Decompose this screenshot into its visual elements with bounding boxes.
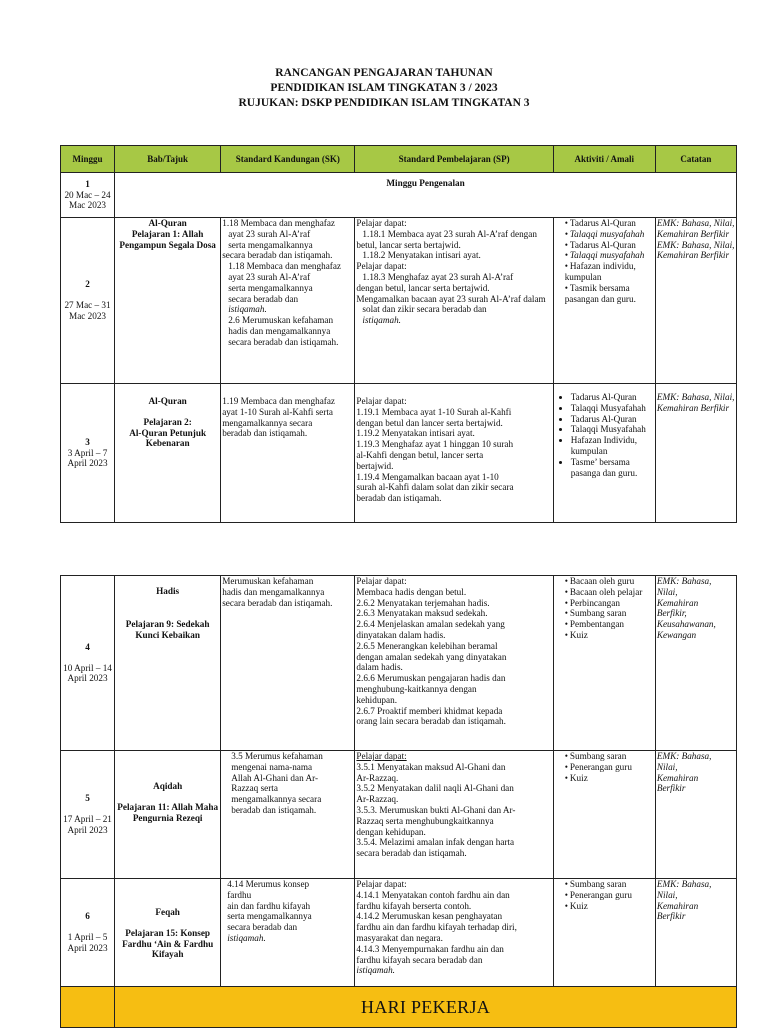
sp-line: kehidupan. xyxy=(356,694,397,705)
bab-cell xyxy=(115,384,221,523)
sp-line: beradab dan istiqamah. xyxy=(356,493,442,504)
catatan-text: Berfikir xyxy=(656,783,686,794)
col-header-aktiviti: Aktiviti / Amali xyxy=(553,146,655,173)
sk-line: secara beradab dan istiqamah. xyxy=(228,336,339,347)
sp-line: 3.5.2 Menyatakan dalil naqli Al-Ghani dan xyxy=(356,783,514,794)
sp-line: dalam hadis. xyxy=(356,662,403,673)
aktiviti-item: • Talaqqi musyafahah xyxy=(565,250,654,261)
catatan-text: EMK: Bahasa, Nilai, Kemahiran Berfikir xyxy=(656,218,735,239)
aktiviti-cell xyxy=(553,218,655,384)
week-cell xyxy=(61,384,115,523)
table-header-row xyxy=(61,146,737,173)
week-number: 6 xyxy=(85,911,90,922)
bab-cell xyxy=(115,576,221,751)
sp-line: istiqamah. xyxy=(362,315,401,326)
aktiviti-item: • Sumbang saran xyxy=(565,879,654,890)
sp-line: surah al-Kahfi dalam solat dan zikir secara xyxy=(356,482,514,493)
catatan-text: Nilai, xyxy=(656,761,678,772)
week-date: 10 April – 14 April 2023 xyxy=(63,662,112,684)
sk-line: ayat 1-10 Surah al-Kahfi serta xyxy=(222,406,333,417)
sk-line: 3.5 Merumus kefahaman xyxy=(231,751,323,761)
sk-line: mengamalkannya secara xyxy=(222,417,313,428)
sk-line: 1.18 Membaca dan menghafaz xyxy=(228,261,341,272)
week-date: 20 Mac – 24 Mac 2023 xyxy=(64,189,111,211)
aktiviti-item: • Hafazan Individu, kumpulan xyxy=(571,435,654,457)
week-cell xyxy=(61,218,115,384)
sk-line: ayat 23 surah Al-A’raf xyxy=(228,228,311,239)
sp-line: 3.5.4. Melazimi amalan infak dengan harta xyxy=(356,837,515,848)
sp-line: fardhu kifayah secara beradab dan xyxy=(356,954,483,965)
sk-line: fardhu xyxy=(227,889,252,900)
week-cell xyxy=(61,173,115,218)
aktiviti-item: • Pembentangan xyxy=(565,619,654,630)
week-date: 3 April – 7 April 2023 xyxy=(67,447,108,469)
sp-line: istiqamah. xyxy=(356,965,395,976)
sk-line: mengenai nama-nama xyxy=(231,761,313,772)
sp-line: 4.14.3 Menyempurnakan fardhu ain dan xyxy=(356,943,504,954)
sp-cell xyxy=(355,576,553,751)
aktiviti-item: • Hafazan individu, kumpulan xyxy=(565,261,654,283)
title-line-3: RUJUKAN: DSKP PENDIDIKAN ISLAM TINGKATAN 3 xyxy=(238,97,530,109)
week-cell xyxy=(61,751,115,879)
sp-line: solat dan zikir secara beradab dan xyxy=(362,304,487,315)
sk-cell xyxy=(221,751,355,879)
bab-topic: Al-Quran xyxy=(148,396,187,406)
week-number: 4 xyxy=(85,641,90,652)
holiday-label: HARI PEKERJA xyxy=(115,987,737,1028)
title-line-1: RANCANGAN PENGAJARAN TAHUNAN xyxy=(275,67,493,79)
sk-line: secara beradab dan istiqamah. xyxy=(222,597,333,608)
aktiviti-item: • Talaqqi Musyafahah xyxy=(571,424,654,435)
sk-line: beradab dan istiqamah. xyxy=(222,428,308,439)
aktiviti-item: • Sumbang saran xyxy=(565,608,654,619)
aktiviti-item: • Tasme’ bersama pasanga dan guru. xyxy=(571,457,654,479)
sp-cell xyxy=(355,384,553,523)
sp-line: Ar-Razzaq. xyxy=(356,772,399,783)
lesson-plan-table-2 xyxy=(60,575,737,1028)
bab-topic: Aqidah xyxy=(153,781,183,791)
sk-line: 1.18 Membaca dan menghafaz xyxy=(222,218,335,228)
sp-line: dengan betul, lancar serta bertajwid. xyxy=(356,282,490,293)
bab-lesson: Pelajaran 9: Sedekah Kunci Kebaikan xyxy=(125,618,210,640)
aktiviti-item: • Kuiz xyxy=(565,773,654,784)
sp-line: orang lain secara beradab dan istiqamah. xyxy=(356,716,506,727)
catatan-text: Kemahiran xyxy=(656,772,699,783)
sk-line: 1.19 Membaca dan menghafaz xyxy=(222,396,335,406)
sp-line: Pelajar dapat: xyxy=(356,879,407,889)
catatan-text: Kemahiran xyxy=(656,597,699,608)
sp-line: 1.19.3 Menghafaz ayat 1 hinggan 10 surah xyxy=(356,439,514,450)
sp-line: 3.5.3. Merumuskan bukti Al-Ghani dan Ar- xyxy=(356,804,516,815)
aktiviti-item: • Kuiz xyxy=(565,630,654,641)
catatan-text: Kemahiran xyxy=(656,900,699,911)
catatan-text: Berfikir, xyxy=(656,608,687,619)
catatan-cell xyxy=(655,576,736,751)
week-number: 2 xyxy=(85,279,90,290)
sp-line: Membaca hadis dengan betul. xyxy=(356,586,467,597)
aktiviti-item: • Tasmik bersama pasangan dan guru. xyxy=(565,283,654,305)
sp-line: 1.18.2 Menyatakan intisari ayat. xyxy=(362,250,481,261)
catatan-text: Nilai, xyxy=(656,889,678,900)
sp-line: 4.14.1 Menyatakan contoh fardhu ain dan xyxy=(356,889,510,900)
week-number: 5 xyxy=(85,793,90,804)
col-header-sk: Standard Kandungan (SK) xyxy=(221,146,355,173)
sp-line: Pelajar dapat: xyxy=(356,576,407,586)
catatan-cell xyxy=(655,751,736,879)
sp-line: 1.18.1 Membaca ayat 23 surah Al-A’raf dengan xyxy=(362,228,537,239)
sk-line: secara beradab dan xyxy=(227,922,298,933)
sp-line: 2.6.4 Menjelaskan amalan sedekah yang xyxy=(356,619,505,630)
sp-line: Pelajar dapat: xyxy=(356,261,407,272)
sk-line: serta mengamalkannya xyxy=(228,282,313,293)
aktiviti-item: • Sumbang saran xyxy=(565,751,654,762)
bab-cell xyxy=(115,751,221,879)
table-row-week-3 xyxy=(61,384,737,523)
aktiviti-item: • Talaqqi musyafahah xyxy=(565,229,654,240)
bab-cell xyxy=(115,879,221,987)
catatan-text: Berfikir xyxy=(656,911,686,922)
sp-line: 1.19.1 Membaca ayat 1-10 Surah al-Kahfi xyxy=(356,406,512,417)
sp-line: 1.19.4 Mengamalkan bacaan ayat 1-10 xyxy=(356,471,499,482)
catatan-cell xyxy=(655,218,736,384)
sp-line: dinyatakan dalam hadis. xyxy=(356,629,446,640)
sp-cell xyxy=(355,218,553,384)
sp-line: menghubung-kaitkannya dengan xyxy=(356,683,477,694)
col-header-bab: Bab/Tajuk xyxy=(115,146,221,173)
sk-line: Merumuskan kefahaman xyxy=(222,576,314,586)
sk-cell xyxy=(221,576,355,751)
sp-line: 2.6.3 Menyatakan maksud sedekah. xyxy=(356,608,488,619)
document-title xyxy=(0,66,768,111)
week-cell xyxy=(61,576,115,751)
sk-line: serta mengamalkannya xyxy=(228,239,313,250)
week-date: 1 April – 5 April 2023 xyxy=(67,932,108,953)
bab-topic: Al-Quran xyxy=(148,218,187,228)
week-number: 3 xyxy=(85,436,90,447)
sp-line: dengan kehidupan. xyxy=(356,826,426,837)
bab-lesson: Pelajaran 11: Allah Maha Pengurnia Rezeqi xyxy=(117,801,219,823)
catatan-text: Kewangan xyxy=(656,629,697,640)
lesson-plan-table-1 xyxy=(60,145,737,523)
catatan-cell xyxy=(655,879,736,987)
sp-line: dengan amalan sedekah yang dinyatakan xyxy=(356,651,507,662)
sk-line: 4.14 Merumus konsep xyxy=(227,879,310,889)
table-row-holiday xyxy=(61,987,737,1028)
sp-line: Razzaq serta menghubungkaitkannya xyxy=(356,815,494,826)
sp-line: Pelajar dapat: xyxy=(356,396,407,406)
sp-line: dengan betul dan lancer serta bertajwid. xyxy=(356,417,503,428)
sk-line: hadis dan mengamalkannya xyxy=(222,586,325,597)
aktiviti-item: • Penerangan guru xyxy=(565,890,654,901)
aktiviti-item: • Kuiz xyxy=(565,901,654,912)
sk-cell xyxy=(221,384,355,523)
aktiviti-item: • Tadarus Al-Quran xyxy=(565,218,654,229)
bab-lesson: Pelajaran 1: Allah Pengampun Segala Dosa xyxy=(119,228,216,250)
aktiviti-item: • Bacaan oleh guru xyxy=(565,576,654,587)
sp-line: 3.5.1 Menyatakan maksud Al-Ghani dan xyxy=(356,761,506,772)
sp-line: bertajwid. xyxy=(356,460,394,471)
sp-line: fardhu kifayah berserta contoh. xyxy=(356,900,472,911)
bab-cell xyxy=(115,218,221,384)
catatan-text: Keusahawanan, xyxy=(656,619,716,630)
col-header-sp: Standard Pembelajaran (SP) xyxy=(355,146,553,173)
catatan-text: EMK: Bahasa, xyxy=(656,879,712,889)
sk-line: hadis dan mengamalkannya xyxy=(228,325,331,336)
week-date: 17 April – 21 April 2023 xyxy=(63,814,112,835)
sk-line: istiqamah. xyxy=(227,932,266,943)
sk-line: istiqamah. xyxy=(228,304,267,315)
sp-line: masyarakat dan negara. xyxy=(356,932,443,943)
intro-week-cell: Minggu Pengenalan xyxy=(115,173,737,218)
aktiviti-item: • Tadarus Al-Quran xyxy=(565,240,654,251)
bab-lesson: Pelajaran 2: xyxy=(143,416,192,427)
sk-line: Allah Al-Ghani dan Ar- xyxy=(231,772,319,783)
sk-line: Razzaq serta xyxy=(231,783,278,794)
catatan-text: EMK: Bahasa, xyxy=(656,576,712,586)
week-cell xyxy=(61,879,115,987)
sk-line: serta mengamalkannya xyxy=(227,911,312,922)
sk-line: secara beradab dan istiqamah. xyxy=(222,250,333,261)
catatan-cell: EMK: Bahasa, Nilai, Kemahiran Berfikir xyxy=(655,384,736,523)
sk-line: mengamalkannya secara xyxy=(231,794,322,805)
sk-line: 2.6 Merumuskan kefahaman xyxy=(228,315,334,326)
aktiviti-cell xyxy=(553,879,655,987)
bab-topic: Feqah xyxy=(155,907,180,917)
sp-line: Ar-Razzaq. xyxy=(356,794,399,805)
sp-line: secara beradab dan istiqamah. xyxy=(356,848,467,859)
table-row-week-1 xyxy=(61,173,737,218)
sp-cell xyxy=(355,751,553,879)
sp-line: 4.14.2 Merumuskan kesan penghayatan xyxy=(356,911,503,922)
table-row-week-6 xyxy=(61,879,737,987)
aktiviti-item: • Perbincangan xyxy=(565,598,654,609)
table-row-week-2 xyxy=(61,218,737,384)
title-line-2: PENDIDIKAN ISLAM TINGKATAN 3 / 2023 xyxy=(270,82,498,94)
sp-cell xyxy=(355,879,553,987)
sp-line: 2.6.6 Merumuskan pengajaran hadis dan xyxy=(356,673,506,684)
sk-cell xyxy=(221,218,355,384)
sk-cell xyxy=(221,879,355,987)
aktiviti-cell xyxy=(553,751,655,879)
catatan-text: Nilai, xyxy=(656,586,678,597)
table-row-week-5 xyxy=(61,751,737,879)
sp-line: fardhu ain dan fardhu kifayah terhadap diri, xyxy=(356,922,517,933)
week-number: 1 xyxy=(85,178,90,189)
aktiviti-item: • Tadarus Al-Quran xyxy=(571,392,654,403)
sp-line: 2.6.2 Menyatakan terjemahan hadis. xyxy=(356,597,490,608)
aktiviti-item: • Talaqqi Musyafahah xyxy=(571,403,654,414)
aktiviti-item: • Penerangan guru xyxy=(565,762,654,773)
bab-lesson-title: Al-Quran Petunjuk Kebenaran xyxy=(129,427,207,449)
aktiviti-cell xyxy=(553,384,655,523)
col-header-minggu: Minggu xyxy=(61,146,115,173)
week-date: 27 Mac – 31 Mac 2023 xyxy=(64,300,111,321)
sp-line: Pelajar dapat: xyxy=(356,218,407,228)
sk-line: ain dan fardhu kifayah xyxy=(227,900,311,911)
sp-line: al-Kahfi dengan betul, lancer serta xyxy=(356,449,484,460)
holiday-week-cell xyxy=(61,987,115,1028)
aktiviti-item: • Bacaan oleh pelajar xyxy=(565,587,654,598)
bab-topic: Hadis xyxy=(156,586,180,596)
sp-line: Mengamalkan bacaan ayat 23 surah Al-A’raf dalam xyxy=(356,293,546,304)
sk-line: ayat 23 surah Al-A’raf xyxy=(228,271,311,282)
col-header-catatan: Catatan xyxy=(655,146,736,173)
sk-line: beradab dan istiqamah. xyxy=(231,804,317,815)
sp-line: 1.19.2 Menyatakan intisari ayat. xyxy=(356,428,475,439)
aktiviti-cell xyxy=(553,576,655,751)
sp-line: 2.6.7 Proaktif memberi khidmat kepada xyxy=(356,705,503,716)
catatan-text: EMK: Bahasa, Nilai, Kemahiran Berfikir xyxy=(656,239,735,261)
sp-line: Pelajar dapat: xyxy=(356,751,407,761)
bab-lesson: Pelajaran 15: Konsep Fardhu ‘Ain & Fardhu Kifayah xyxy=(122,927,214,960)
sp-line: 1.18.3 Menghafaz ayat 23 surah Al-A’raf xyxy=(362,271,514,282)
aktiviti-item: • Tadarus Al-Quran xyxy=(571,414,654,425)
sp-line: 2.6.5 Menerangkan kelebihan beramal xyxy=(356,640,498,651)
sk-line: secara beradab dan xyxy=(228,293,299,304)
table-row-week-4 xyxy=(61,576,737,751)
catatan-text: EMK: Bahasa, xyxy=(656,751,712,761)
sp-line: betul, lancar serta bertajwid. xyxy=(356,239,461,250)
